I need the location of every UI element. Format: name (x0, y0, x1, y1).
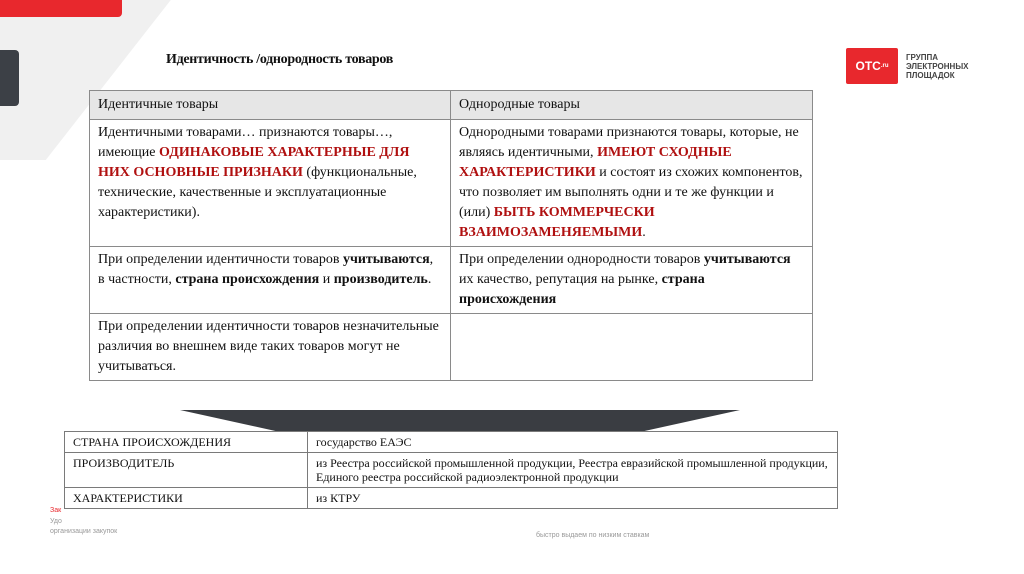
text: . (642, 225, 646, 240)
table-row (65, 453, 838, 488)
page-title: Идентичность /однородность товаров (166, 52, 394, 67)
cell-homogeneous-definition (451, 120, 813, 247)
text: , в частности, (98, 252, 434, 287)
cell-identical-criteria (90, 247, 451, 314)
text: При определении однородности товаров (459, 252, 704, 267)
cell-homogeneous-criteria (451, 247, 813, 314)
text: (функциональные, технические, качественные и эксплуатационные характеристики). (98, 165, 417, 220)
logo-line-2: ЭЛЕКТРОННЫХ (906, 61, 969, 71)
attribute-key: ХАРАКТЕРИСТИКИ (65, 488, 308, 509)
bold-text: учитываются (342, 252, 430, 267)
text: Однородными товарами признаются товары, которые, не являясь идентичными, (459, 125, 799, 160)
text: Идентичными товарами… признаются товары…, имеющие (98, 125, 393, 160)
text: и (319, 272, 334, 287)
bold-text: производитель (333, 272, 428, 287)
funnel-shape (180, 410, 740, 432)
table-row (65, 488, 838, 509)
table-row (65, 432, 838, 453)
logo-line-1: ГРУППА (906, 52, 939, 62)
logo-mark-suffix: .ru (880, 63, 889, 69)
attribute-value: государство ЕАЭС (308, 432, 838, 453)
attribute-value: из КТРУ (308, 488, 838, 509)
logo-line-3: ПЛОЩАДОК (906, 70, 955, 80)
table-header-row (90, 91, 813, 120)
highlight-text: БЫТЬ КОММЕРЧЕСКИ ВЗАИМОЗАМЕНЯЕМЫМИ (459, 205, 655, 240)
table-row-criteria (90, 247, 813, 314)
highlight-text: ИМЕЮТ СХОДНЫЕ ХАРАКТЕРИСТИКИ (459, 145, 732, 180)
funnel-connector (180, 410, 740, 432)
attribute-value: из Реестра российской промышленной продукции, Реестра евразийской промышленной продукции, Единого реестра российской радиоэлектронной продукции (308, 453, 838, 488)
cell-identical-differences: При определении идентичности товаров незначительные различия во внешнем виде таких товаров могут не учитываться. (90, 314, 451, 381)
text: и состоят из схожих компонентов, что позволяет им выполнять одни и те же функции и (или) (459, 165, 803, 220)
attribute-key: ПРОИЗВОДИТЕЛЬ (65, 453, 308, 488)
side-tab (0, 50, 19, 106)
text: При определении идентичности товаров (98, 252, 343, 267)
highlight-text: ОДИНАКОВЫЕ ХАРАКТЕРНЫЕ ДЛЯ НИХ ОСНОВНЫЕ ПРИЗНАКИ (98, 145, 410, 180)
red-corner-tab (0, 0, 122, 17)
comparison-table (89, 90, 813, 381)
attribute-key: СТРАНА ПРОИСХОЖДЕНИЯ (65, 432, 308, 453)
table-row-definitions (90, 120, 813, 247)
header-identical: Идентичные товары (90, 91, 451, 120)
ots-logo (846, 48, 968, 84)
text: . (427, 272, 432, 287)
bold-text: страна происхождения (175, 272, 320, 287)
cell-identical-definition (90, 120, 451, 247)
footer-gray-text: Удо (50, 518, 62, 525)
bold-text: учитываются (703, 252, 791, 267)
logo-mark-text: ОТС (855, 59, 881, 73)
footer-red-text: Зак (50, 507, 62, 514)
logo-text (906, 53, 968, 80)
header-homogeneous: Однородные товары (451, 91, 813, 120)
table-row-differences (90, 314, 813, 381)
cell-homogeneous-differences (451, 314, 813, 381)
bold-text: страна происхождения (459, 272, 705, 307)
text: их качество, репутация на рынке, (459, 272, 662, 287)
attributes-table (64, 431, 838, 509)
footer-right-text: быстро выдаем по низким ставкам (536, 532, 650, 539)
footer-left-text: организации закупок (50, 528, 118, 535)
logo-mark (846, 48, 898, 84)
